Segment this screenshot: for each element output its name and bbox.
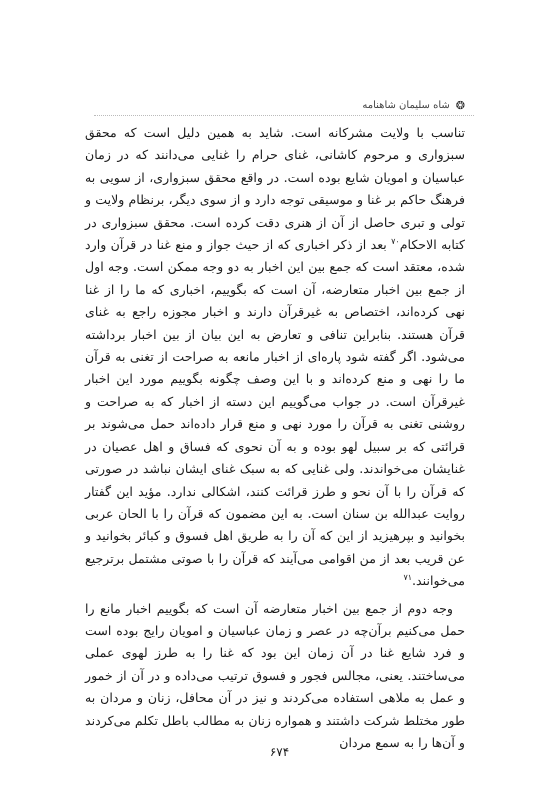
paragraph-1 — [85, 122, 465, 593]
header-ornament-icon: ❂ — [455, 98, 465, 112]
paragraph-1-text: تناسب با ولایت مشرکانه است. شاید به همین دلیل است که محقق سبزواری و مرحوم کاشانی، غنای حرام را غنایی می‌دانند که در زمان عباسیان و امویان شایع بوده است. در واقع محقق سبزواری، از سویی به فرهنگ حاکم بر غنا و موسیقی توجه دارد و از سوی دیگر، برنظام ولایت و تولی و تبری حاصل از آن از هنری دقت کرده است. محقق سبزواری در کتابه الاحکام — [85, 125, 465, 253]
body-text — [85, 122, 465, 754]
paragraph-2 — [85, 598, 465, 755]
header-divider — [94, 115, 474, 116]
footnote-ref-70: ۷۰ — [391, 236, 400, 246]
paragraph-2-text: وجه دوم از جمع بین اخبار متعارضه آن است که بگوییم اخبار مانع را حمل می‌کنیم برآن‌چه در عصر و زمان عباسیان و امویان رایج بوده است و فرد شایع غنا در آن زمان این بود که غنا را به طرز لهوی عملی می‌ساختند. یعنی، مجالس فجور و فسوق ترتیب می‌داده و در آن از خمور و عمل به ملاهی استفاده می‌کردند و نیز در آن محافل، زنان و مردان به طور مختلط شرکت داشتند و همواره زنان به مطالب باطل تکلم می‌کردند و آن‌ها را به سمع مردان — [85, 600, 465, 750]
running-header — [85, 96, 465, 114]
running-title: شاه سلیمان شاهنامه — [362, 99, 450, 111]
footnote-ref-71: ۷۱ — [403, 572, 413, 582]
paragraph-1-text-continued: بعد از ذکر اخباری که از حیث جواز و منع غنا در قرآن وارد شده، معتقد است که جمع بین این اخبار به دو وجه ممکن است. وجه اول از جمع بین اخبار متعارضه، آن است که بگوییم، اخباری که ما را از غنا نهی کرده‌اند، اختصاص به غیرقرآن دارند و اخبار مجوزه راجع به غنای قرآن هستند. بنابراین تنافی و تعارض به این بیان از بین اخبار برداشته می‌شود. اگر گفته شود پاره‌ای از اخبار مانعه به صراحت از تغنی به قرآن ما را نهی و منع کرده‌اند و با این وصف چگونه بگوییم مورد این اخبار غیرقرآن است. در جواب می‌گوییم این دسته از اخبار که به صراحت و روشنی تغنی به قرآن را مورد نهی و منع قرار داده‌اند حمل می‌شوند بر قرائتی که بر سبیل لهو بوده و به آن نحوی که فساق و اهل عصیان در غنایشان می‌خواندند. ولی غنایی که به سبک غنای ایشان نباشد در صورتی که قرآن را با آن نحو و طرز قرائت کنند، اشکالی ندارد. مؤید این گفتار روایت عبدالله بن سنان است. به این مضمون که قرآن را با الحان عربی بخوانید و بپرهیزید از این که آن را به طریق اهل فسوق و کبائر بخوانید و عن قریب بعد از من اقوامی می‌آیند که قرآن را با صوتی مشتمل برترجیع می‌خوانند. — [85, 237, 465, 589]
page-number: ۶۷۴ — [269, 745, 290, 759]
